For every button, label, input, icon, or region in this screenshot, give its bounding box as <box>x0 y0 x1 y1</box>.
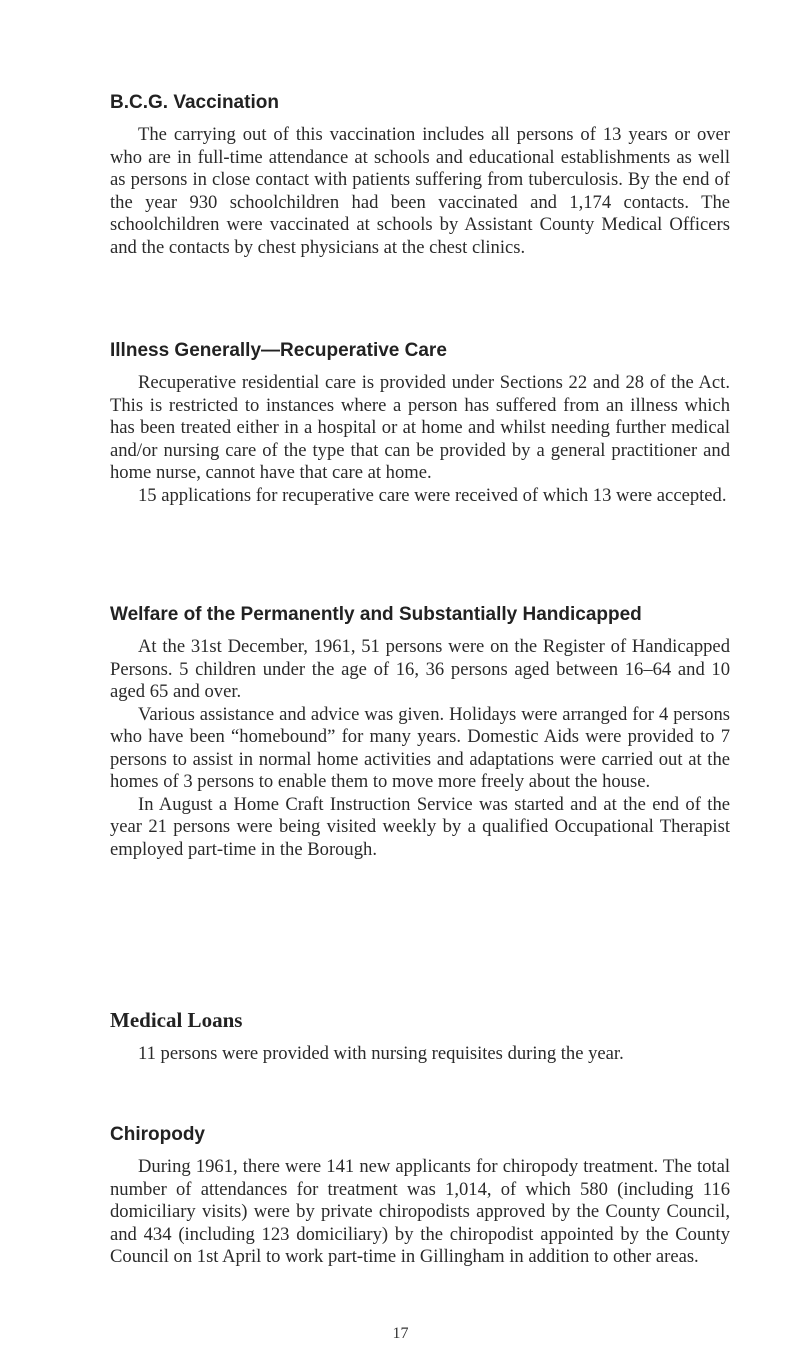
paragraph: Various assistance and advice was given. Holidays were arranged for 4 persons who have been “homebound” for many years. Domestic Aids were provided to 7 persons to assist in normal home activities and adaptations were carried out at the homes of 3 persons to enable them to move more freely about the house. <box>110 703 730 792</box>
paragraph: At the 31st December, 1961, 51 persons were on the Register of Handicapped Persons. 5 children under the age of 16, 36 persons aged between 16–64 and 10 aged 65 and over. <box>110 636 730 702</box>
section-heading-bcg: B.C.G. Vaccination <box>110 92 279 113</box>
paragraph: In August a Home Craft Instruction Service was started and at the end of the year 21 persons were being visited weekly by a qualified Occupational Therapist employed part-time in the Borough. <box>110 793 730 860</box>
section-heading-recuperative-care: Illness Generally—Recuperative Care <box>110 340 447 361</box>
section-heading-welfare: Welfare of the Permanently and Substantially Handicapped <box>110 604 642 625</box>
section-heading-chiropody: Chiropody <box>110 1124 205 1145</box>
paragraph: 15 applications for recuperative care were received of which 13 were accepted. <box>138 484 727 506</box>
page-number: 17 <box>392 1325 409 1342</box>
section-chiropody <box>110 1124 730 1269</box>
section-medical-loans <box>110 1008 730 1066</box>
paragraph: 11 persons were provided with nursing requisites during the year. <box>138 1043 624 1064</box>
section-bcg-vaccination <box>110 92 730 259</box>
paragraph: The carrying out of this vaccination includes all persons of 13 years or over who are in full-time attendance at schools and educational establishments as well as persons in close contact with patients suffering from tuberculosis. By the end of the year 930 schoolchildren had been vaccinated and 1,174 contacts. The schoolchildren were vaccinated at schools by Assistant County Medical Officers and the contacts by chest physicians at the chest clinics. <box>110 124 730 258</box>
section-welfare-handicapped <box>110 604 730 861</box>
section-recuperative-care <box>110 340 730 507</box>
section-heading-medical-loans: Medical Loans <box>110 1008 243 1032</box>
paragraph: Recuperative residential care is provided under Sections 22 and 28 of the Act. This is restricted to instances where a person has suffered from an illness which has been treated either in a hospital or at home and whilst needing further medical and/or nursing care of the type that can be provided by a general practitioner and home nurse, cannot have that care at home. <box>110 372 730 483</box>
paragraph: During 1961, there were 141 new applicants for chiropody treatment. The total number of attendances for treatment was 1,014, of which 580 (including 116 domiciliary visits) were by private chiropodists approved by the County Council, and 434 (including 123 domiciliary) by the chiropodist appointed by the County Council on 1st April to work part-time in Gillingham in addition to other areas. <box>110 1156 730 1267</box>
